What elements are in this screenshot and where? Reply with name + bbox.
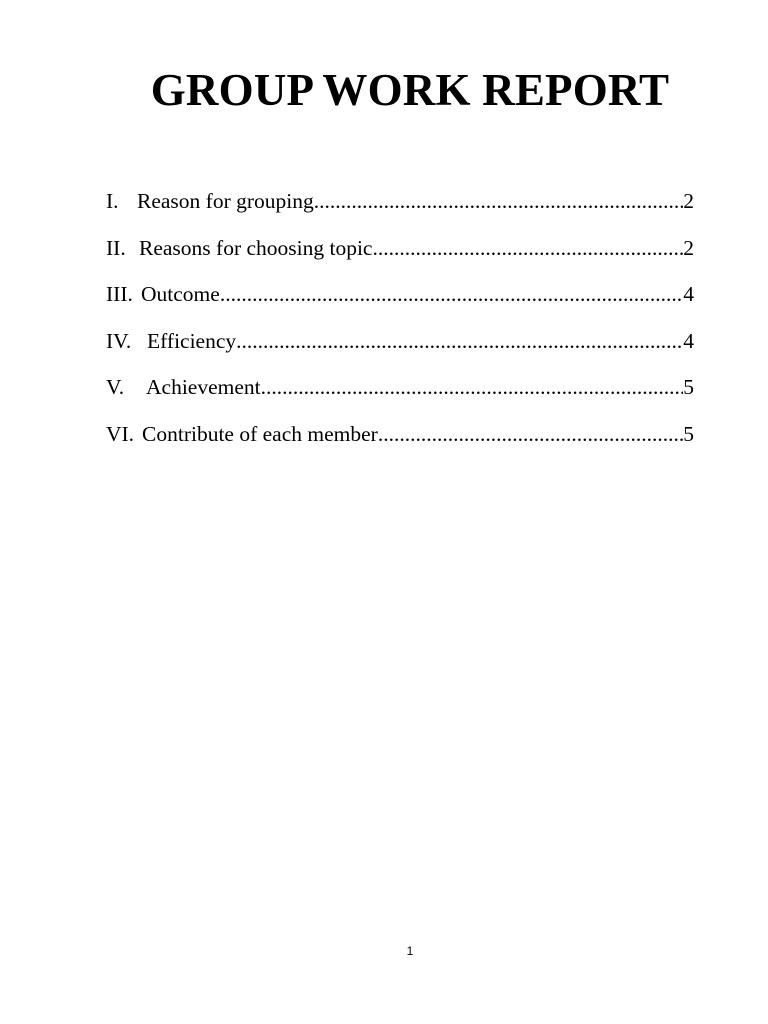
toc-dot-leader	[261, 369, 684, 405]
toc-entry-page: 4	[683, 282, 694, 307]
toc-entry-number: V.	[106, 375, 125, 400]
toc-entry-title: Outcome	[141, 282, 220, 307]
toc-dot-leader	[236, 323, 683, 359]
toc-entry-number: VI.	[106, 421, 135, 446]
toc-dot-leader	[372, 230, 683, 266]
toc-entry-number: II.	[106, 235, 126, 260]
toc-entry-title: Contribute of each member	[142, 421, 378, 446]
toc-entry-page: 4	[683, 328, 694, 353]
toc-entry[interactable]	[106, 183, 694, 230]
page-number: 1	[406, 944, 414, 958]
toc-entry-title: Reasons for choosing topic	[139, 235, 373, 260]
toc-entry-page: 5	[683, 375, 694, 400]
toc-dot-leader	[378, 416, 683, 452]
toc-entry-number: IV.	[106, 328, 132, 353]
toc-entry-number: I.	[106, 189, 119, 213]
toc-entry-page: 5	[683, 421, 694, 446]
toc-entry[interactable]	[106, 323, 694, 370]
toc-entry-number: III.	[106, 282, 133, 307]
toc-entry[interactable]	[106, 230, 694, 277]
toc-entry-title: Efficiency	[147, 328, 237, 353]
toc-dot-leader	[314, 183, 684, 219]
toc-entry-page: 2	[683, 235, 694, 260]
page-title: GROUP WORK REPORT	[150, 65, 670, 115]
toc-entry[interactable]	[106, 416, 694, 463]
toc-entry[interactable]	[106, 369, 694, 416]
toc-entry-page: 2	[683, 189, 694, 213]
toc-dot-leader	[220, 276, 683, 312]
toc-entry[interactable]	[106, 276, 694, 323]
table-of-contents	[106, 183, 694, 463]
toc-entry-title: Achievement	[146, 375, 261, 400]
toc-entry-title: Reason for grouping	[137, 189, 314, 213]
